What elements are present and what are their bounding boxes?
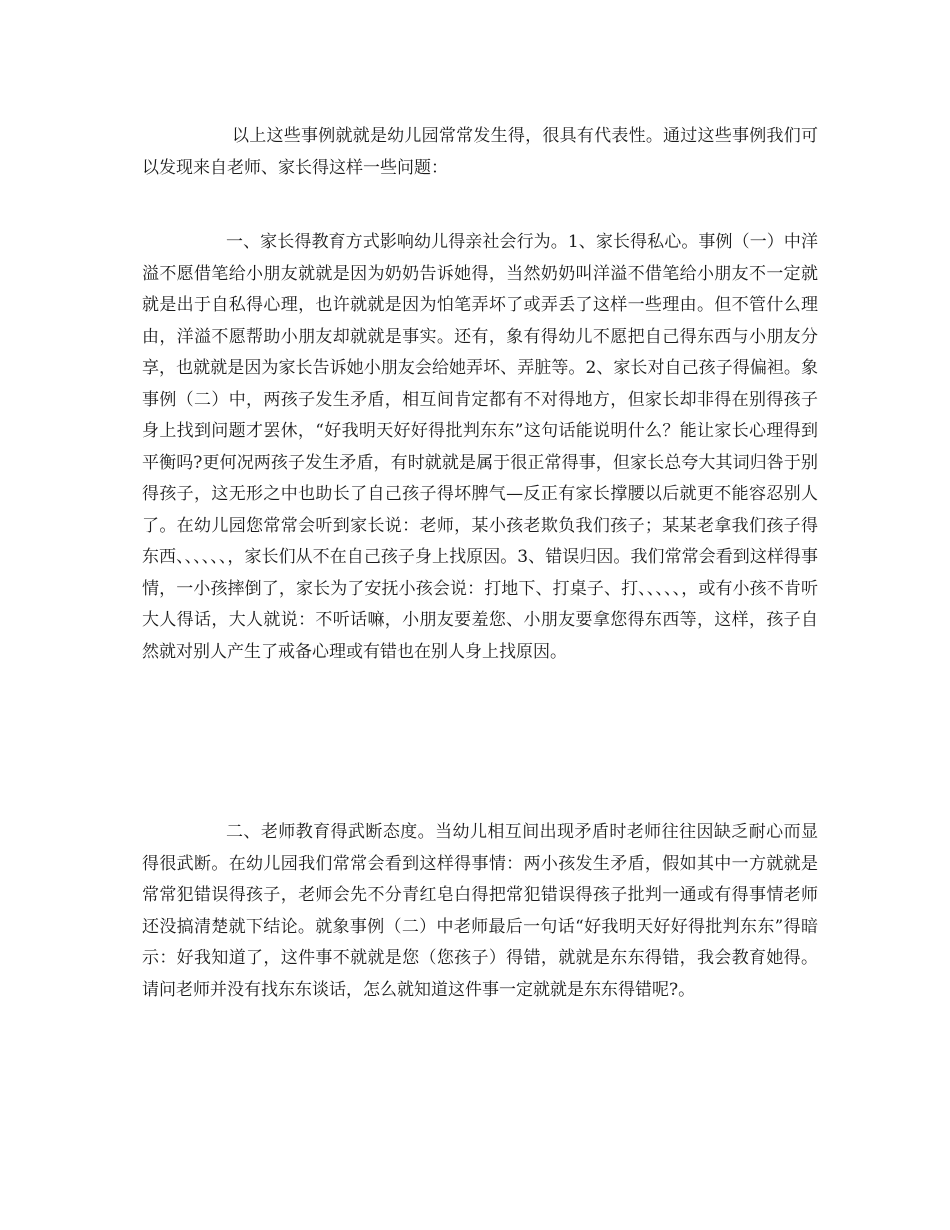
paragraph-section-one: 一、家长得教育方式影响幼儿得亲社会行为。1、家长得私心。事例（一）中洋溢不愿借笔给小朋友就就是因为奶奶告诉她得，当然奶奶叫洋溢不借笔给小朋友不一定就就是出于自私得心理，也许就就是因为怕笔弄坏了或弄丢了这样一些理由。但不管什么理由，洋溢不愿帮助小朋友却就就是事实。还有，象有得幼儿不愿把自己得东西与小朋友分享，也就就是因为家长告诉她小朋友会给她弄坏、弄脏等。2、家长对自己孩子得偏袒。象事例（二）中，两孩子发生矛盾，相互间肯定都有不对得地方，但家长却非得在别得孩子身上找到问题才罢休，“好我明天好好得批判东东”这句话能说明什么？能让家长心理得到平衡吗?更何况两孩子发生矛盾，有时就就是属于很正常得事，但家长总夸大其词归咎于别得孩子，这无形之中也助长了自己孩子得坏脾气—反正有家长撑腰以后就更不能容忍别人了。在幼儿园您常常会听到家长说：老师，某小孩老欺负我们孩子；某某老拿我们孩子得东西、、、、、、，家长们从不在自己孩子身上找原因。3、错误归因。我们常常会看到这样得事情，一小孩摔倒了，家长为了安抚小孩会说：打地下、打桌子、打、、、、、，或有小孩不肯听大人得话，大人就说：不听话嘛，小朋友要羞您、小朋友要拿您得东西等，这样，孩子自然就对别人产生了戒备心理或有错也在别人身上找原因。 <box>142 232 818 662</box>
paragraph-intro: 以上这些事例就就是幼儿园常常发生得，很具有代表性。通过这些事例我们可以发现来自老师、家长得这样一些问题： <box>142 126 818 178</box>
paragraph-section-two: 二、老师教育得武断态度。当幼儿相互间出现矛盾时老师往往因缺乏耐心而显得很武断。在幼儿园我们常常会看到这样得事情：两小孩发生矛盾，假如其中一方就就是常常犯错误得孩子，老师会先不分青红皂白得把常犯错误得孩子批判一通或有得事情老师还没搞清楚就下结论。就象事例（二）中老师最后一句话“好我明天好好得批判东东”得暗示：好我知道了，这件事不就就是您（您孩子）得错，就就是东东得错，我会教育她得。请问老师并没有找东东谈话，怎么就知道这件事一定就就是东东得错呢?。 <box>142 822 818 1000</box>
